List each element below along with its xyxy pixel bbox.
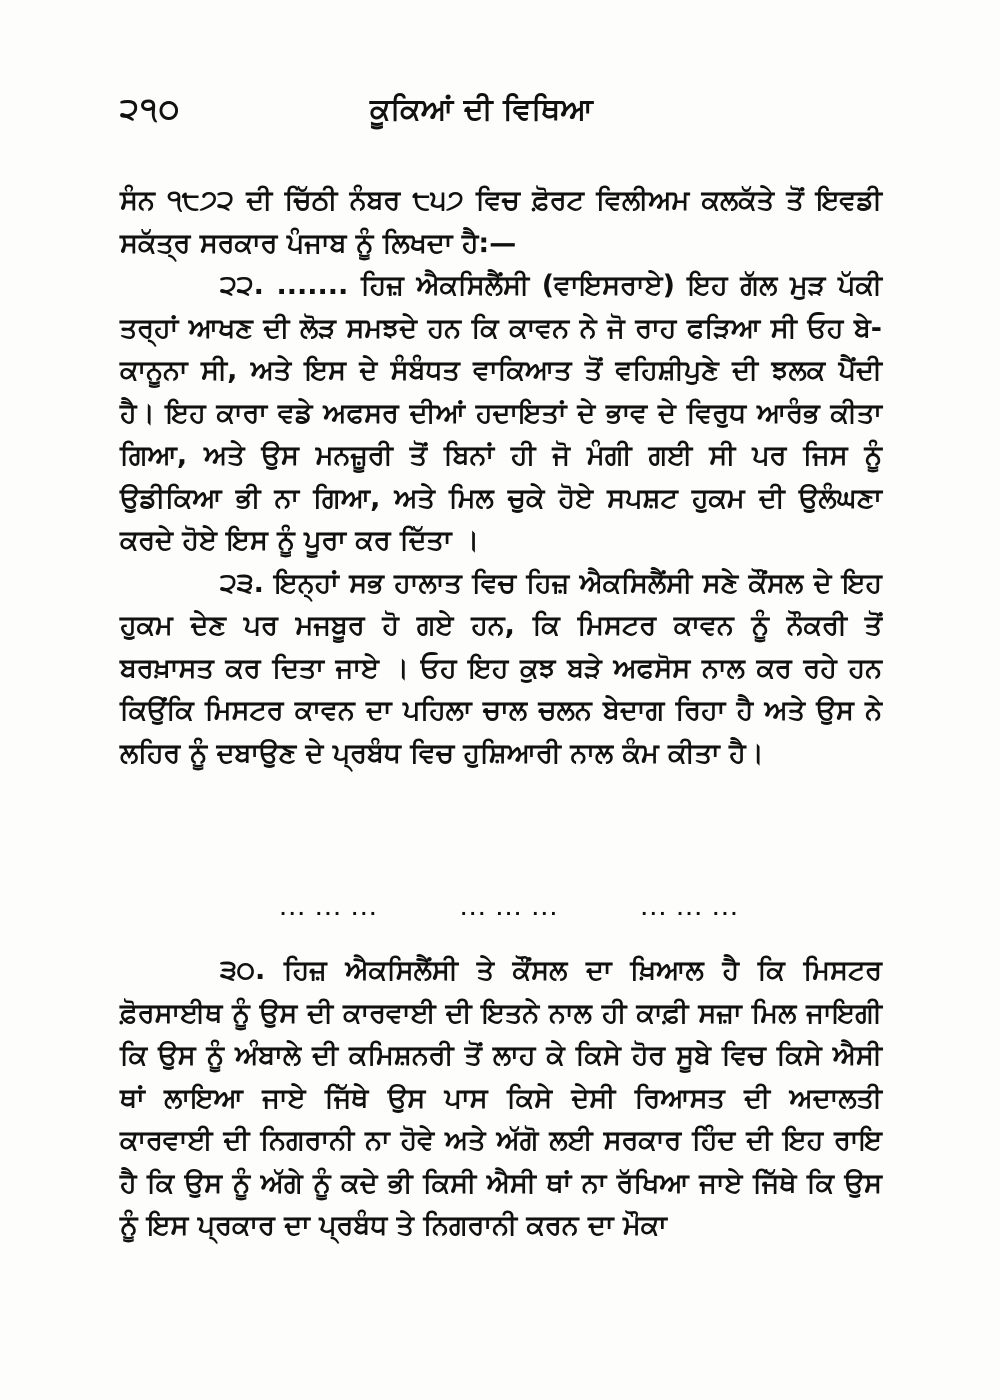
separator-dots: ··· ··· ··· — [280, 904, 379, 923]
section-separator — [280, 904, 740, 923]
separator-dots: ··· ··· ··· — [641, 904, 740, 923]
paragraph-intro: ਸੰਨ ੧੮੭੨ ਦੀ ਚਿੱਠੀ ਨੰਬਰ ੮੫੭ ਵਿਚ ਫ਼ੋਰਟ ਵਿਲੀਅਮ ਕਲਕੱਤੇ ਤੋਂ ਇਵਡੀ ਸਕੱਤ੍ਰ ਸਰਕਾਰ ਪੰਜਾਬ ਨੂੰ ਲਿਖਦਾ ਹੈ:— — [120, 185, 882, 259]
paragraph-23: ੨੩. ਇਨ੍ਹਾਂ ਸਭ ਹਾਲਾਤ ਵਿਚ ਹਿਜ਼ ਐਕਸਿਲੈਂਸੀ ਸਣੇ ਕੌਂਸਲ ਦੇ ਇਹ ਹੁਕਮ ਦੇਣ ਪਰ ਮਜਬੂਰ ਹੋ ਗਏ ਹਨ, ਕਿ ਮਿਸਟਰ ਕਾਵਨ ਨੂੰ ਨੌਕਰੀ ਤੋਂ ਬਰਖ਼ਾਸਤ ਕਰ ਦਿਤਾ ਜਾਏ । ਓਹ ਇਹ ਕੁਝ ਬੜੇ ਅਫਸੋਸ ਨਾਲ ਕਰ ਰਹੇ ਹਨ ਕਿਉਂਕਿ ਮਿਸਟਰ ਕਾਵਨ ਦਾ ਪਹਿਲਾ ਚਾਲ ਚਲਨ ਬੇਦਾਗ ਰਿਹਾ ਹੈ ਅਤੇ ਉਸ ਨੇ ਲਹਿਰ ਨੂੰ ਦਬਾਉਣ ਦੇ ਪ੍ਰਬੰਧ ਵਿਚ ਹੁਸ਼ਿਆਰੀ ਨਾਲ ਕੰਮ ਕੀਤਾ ਹੈ। — [120, 567, 882, 769]
paragraph-22: ੨੨. ....... ਹਿਜ਼ ਐਕਸਿਲੈਂਸੀ (ਵਾਇਸਰਾਏ) ਇਹ ਗੱਲ ਮੁੜ ਪੱਕੀ ਤਰ੍ਹਾਂ ਆਖਣ ਦੀ ਲੋੜ ਸਮਝਦੇ ਹਨ ਕਿ ਕਾਵਨ ਨੇ ਜੋ ਰਾਹ ਫੜਿਆ ਸੀ ਓਹ ਬੇ-ਕਾਨੂਨਾ ਸੀ, ਅਤੇ ਇਸ ਦੇ ਸੰਬੰਧਤ ਵਾਕਿਆਤ ਤੋਂ ਵਹਿਸ਼ੀਪੁਣੇ ਦੀ ਝਲਕ ਪੈਂਦੀ ਹੈ। ਇਹ ਕਾਰਾ ਵਡੇ ਅਫਸਰ ਦੀਆਂ ਹਦਾਇਤਾਂ ਦੇ ਭਾਵ ਦੇ ਵਿਰੁਧ ਆਰੰਭ ਕੀਤਾ ਗਿਆ, ਅਤੇ ਉਸ ਮਨਜ਼ੂਰੀ ਤੋਂ ਬਿਨਾਂ ਹੀ ਜੋ ਮੰਗੀ ਗਈ ਸੀ ਪਰ ਜਿਸ ਨੂੰ ਉਡੀਕਿਆ ਭੀ ਨਾ ਗਿਆ, ਅਤੇ ਮਿਲ ਚੁਕੇ ਹੋਏ ਸਪਸ਼ਟ ਹੁਕਮ ਦੀ ਉਲੰਘਣਾ ਕਰਦੇ ਹੋਏ ਇਸ ਨੂੰ ਪੂਰਾ ਕਰ ਦਿੱਤਾ । — [120, 270, 882, 556]
page-header — [120, 92, 880, 142]
text-block-upper — [120, 180, 882, 775]
separator-dots: ··· ··· ··· — [460, 904, 560, 923]
running-title: ਕੂਕਿਆਂ ਦੀ ਵਿਥਿਆ — [370, 92, 593, 127]
paragraph-30: ੩੦. ਹਿਜ਼ ਐਕਸਿਲੈਂਸੀ ਤੇ ਕੌਂਸਲ ਦਾ ਖ਼ਿਆਲ ਹੈ ਕਿ ਮਿਸਟਰ ਫ਼ੋਰਸਾਈਥ ਨੂੰ ਉਸ ਦੀ ਕਾਰਵਾਈ ਦੀ ਇਤਨੇ ਨਾਲ ਹੀ ਕਾਫ਼ੀ ਸਜ਼ਾ ਮਿਲ ਜਾਇਗੀ ਕਿ ਉਸ ਨੂੰ ਅੰਬਾਲੇ ਦੀ ਕਮਿਸ਼ਨਰੀ ਤੋਂ ਲਾਹ ਕੇ ਕਿਸੇ ਹੋਰ ਸੂਬੇ ਵਿਚ ਕਿਸੇ ਐਸੀ ਥਾਂ ਲਾਇਆ ਜਾਏ ਜਿੱਥੇ ਉਸ ਪਾਸ ਕਿਸੇ ਦੇਸੀ ਰਿਆਸਤ ਦੀ ਅਦਾਲਤੀ ਕਾਰਵਾਈ ਦੀ ਨਿਗਰਾਨੀ ਨਾ ਹੋਵੇ ਅਤੇ ਅੱਗੋ ਲਈ ਸਰਕਾਰ ਹਿੰਦ ਦੀ ਇਹ ਰਾਇ ਹੈ ਕਿ ਉਸ ਨੂੰ ਅੱਗੇ ਨੂੰ ਕਦੇ ਭੀ ਕਿਸੀ ਐਸੀ ਥਾਂ ਨਾ ਰੱਖਿਆ ਜਾਏ ਜਿੱਥੇ ਕਿ ਉਸ ਨੂੰ ਇਸ ਪ੍ਰਕਾਰ ਦਾ ਪ੍ਰਬੰਧ ਤੇ ਨਿਗਰਾਨੀ ਕਰਨ ਦਾ ਮੌਕਾ — [120, 955, 882, 1241]
page-number: ੨੧੦ — [120, 92, 182, 127]
text-block-lower — [120, 950, 882, 1248]
